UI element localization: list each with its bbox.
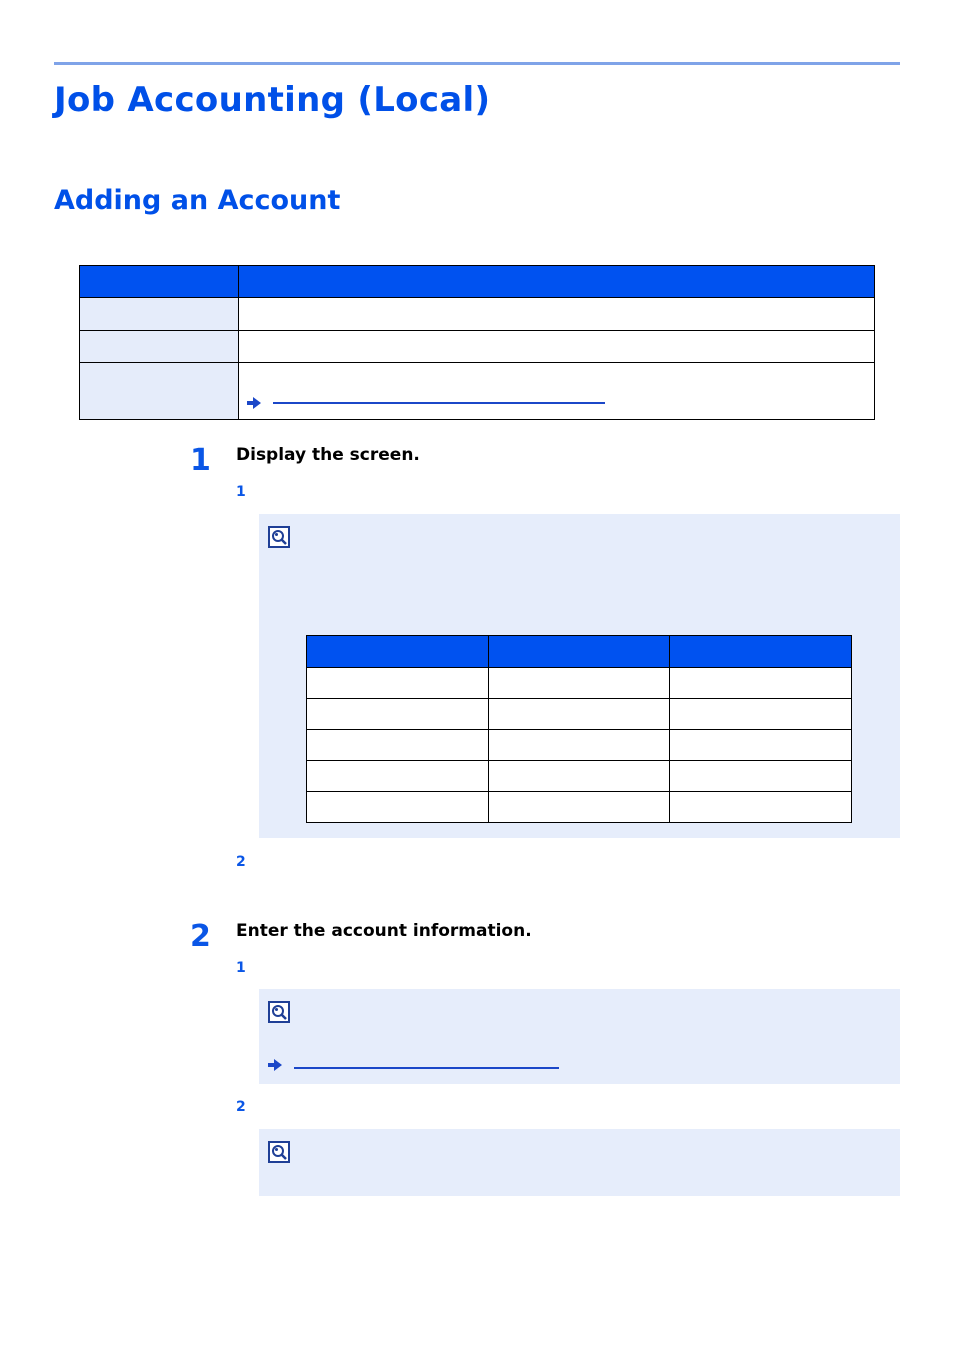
- substep-number: 1: [236, 960, 246, 976]
- note-table-header-cell: [488, 636, 670, 668]
- info-table-value: [239, 363, 875, 420]
- note-table-cell: [307, 668, 489, 699]
- note-table-header-cell: [670, 636, 852, 668]
- info-table-row: [80, 363, 875, 420]
- note-table-row: [307, 761, 852, 792]
- note-box: [259, 989, 900, 1084]
- note-table-cell: [488, 668, 670, 699]
- step-number: 2: [190, 919, 211, 954]
- reference-arrow-icon: [247, 397, 261, 409]
- note-table-cell: [307, 730, 489, 761]
- note-table-cell: [670, 792, 852, 823]
- step-title: Display the screen.: [236, 445, 420, 465]
- note-table-cell: [307, 699, 489, 730]
- note-table-cell: [670, 761, 852, 792]
- info-table-label: [80, 363, 239, 420]
- note-table-cell: [307, 792, 489, 823]
- step-number: 1: [190, 443, 211, 478]
- note-box: [259, 1129, 900, 1196]
- note-box: [259, 514, 900, 838]
- top-rule: [54, 62, 900, 65]
- note-table-row: [307, 699, 852, 730]
- note-table-row: [307, 668, 852, 699]
- reference-link[interactable]: [268, 1059, 559, 1071]
- note-table-cell: [488, 792, 670, 823]
- note-table-cell: [488, 699, 670, 730]
- note-table-cell: [670, 699, 852, 730]
- note-table-header-cell: [307, 636, 489, 668]
- note-table-row: [307, 792, 852, 823]
- note-table-cell: [670, 730, 852, 761]
- note-magnifier-icon: [268, 1001, 290, 1023]
- info-table-row: [80, 298, 875, 331]
- note-table: [306, 635, 852, 823]
- note-table-cell: [488, 730, 670, 761]
- reference-link[interactable]: [247, 397, 605, 409]
- info-table-label: [80, 331, 239, 363]
- reference-link-underline: [273, 402, 605, 404]
- info-table-row: [80, 331, 875, 363]
- substep-number: 1: [236, 484, 246, 500]
- note-table-cell: [307, 761, 489, 792]
- note-table-header: [307, 636, 852, 668]
- step-title: Enter the account information.: [236, 921, 532, 941]
- page-title: Job Accounting (Local): [54, 80, 491, 120]
- note-table-cell: [670, 668, 852, 699]
- reference-link-underline: [294, 1067, 559, 1069]
- substep-number: 2: [236, 1099, 246, 1115]
- note-magnifier-icon: [268, 526, 290, 548]
- info-table-value: [239, 331, 875, 363]
- note-table-cell: [488, 761, 670, 792]
- reference-arrow-icon: [268, 1059, 282, 1071]
- info-table-header: [80, 266, 875, 298]
- info-table-value: [239, 298, 875, 331]
- section-title: Adding an Account: [54, 185, 341, 216]
- info-table-header-cell: [239, 266, 875, 298]
- note-table-row: [307, 730, 852, 761]
- note-magnifier-icon: [268, 1141, 290, 1163]
- info-table-header-cell: [80, 266, 239, 298]
- substep-number: 2: [236, 854, 246, 870]
- info-table-label: [80, 298, 239, 331]
- info-table: [79, 265, 875, 420]
